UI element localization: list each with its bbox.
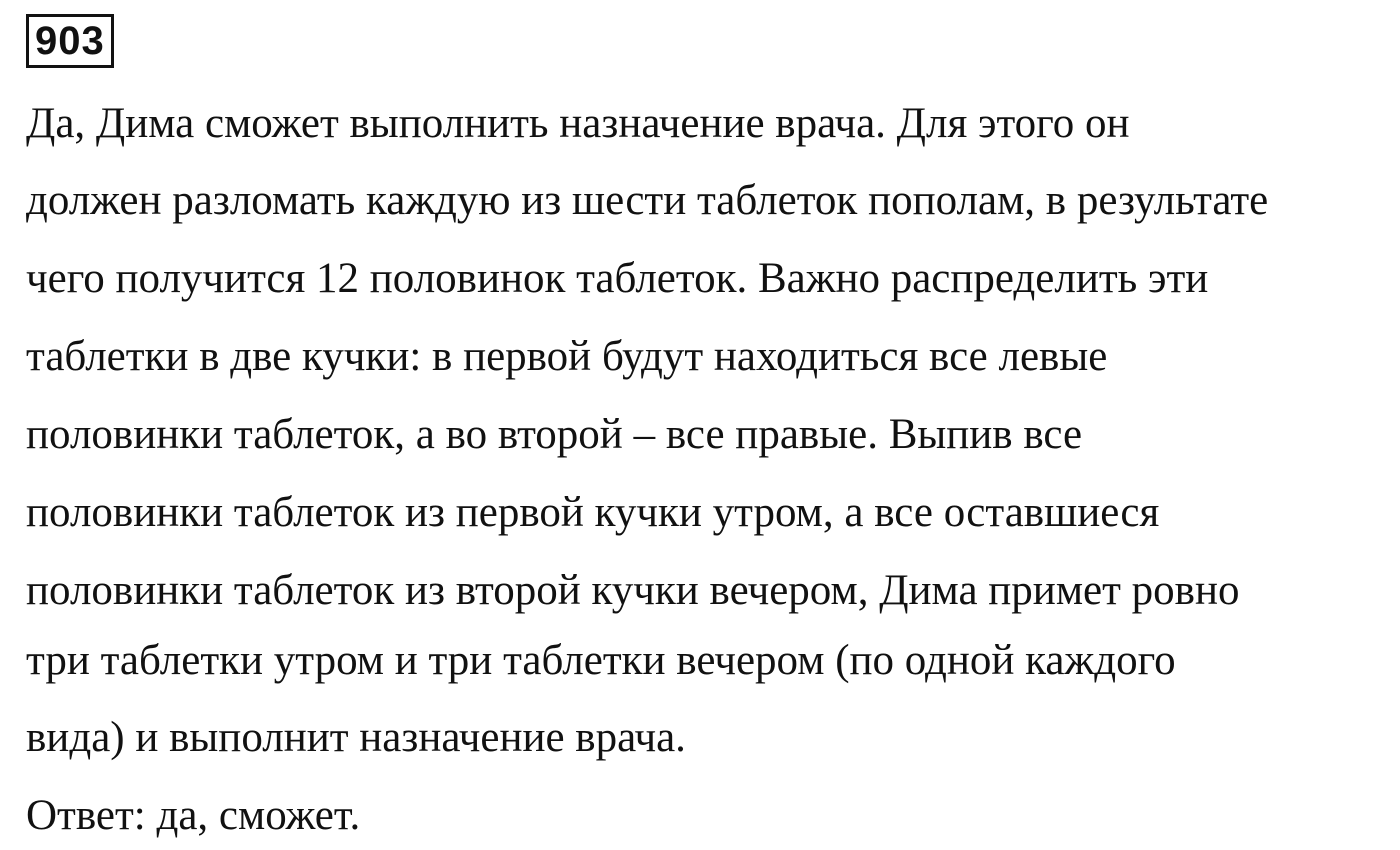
solution-line: половинки таблеток, а во второй – все правые. Выпив все [26,411,1083,458]
solution-line: чего получится 12 половинок таблеток. Важно распределить эти [26,255,1209,302]
solution-line: вида) и выполнит назначение врача. [26,714,686,761]
solution-line: Да, Дима сможет выполнить назначение врача. Для этого он [26,100,1130,147]
solution-line: половинки таблеток из первой кучки утром, а все оставшиеся [26,489,1160,536]
solution-line: таблетки в две кучки: в первой будут находиться все левые [26,333,1108,380]
solution-line: три таблетки утром и три таблетки вечером (по одной каждого [26,637,1176,684]
problem-number-box: 903 [26,14,114,68]
answer-line: Ответ: да, сможет. [26,792,361,839]
solution-line: должен разломать каждую из шести таблеток пополам, в результате [26,177,1269,224]
solution-line: половинки таблеток из второй кучки вечером, Дима примет ровно [26,567,1240,614]
